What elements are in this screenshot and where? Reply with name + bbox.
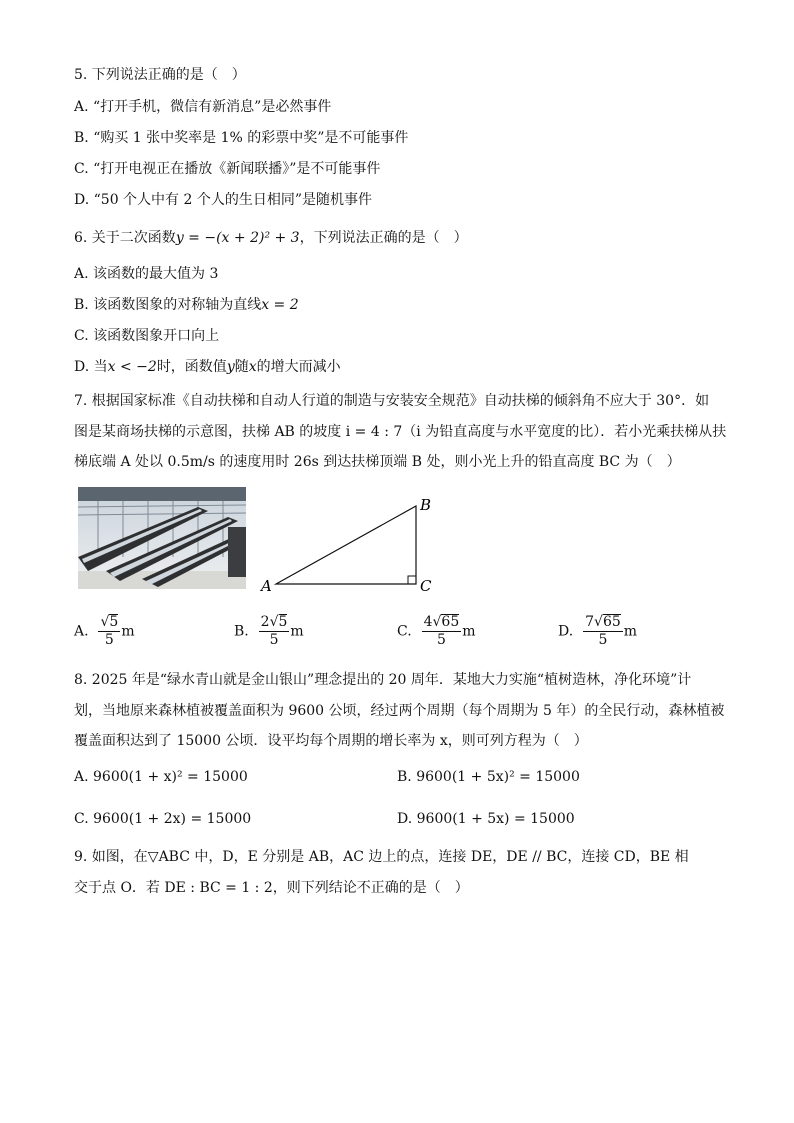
q6-b-prefix: B. 该函数图象的对称轴为直线 xyxy=(74,297,262,313)
escalator-photo xyxy=(78,487,246,589)
escalator-photo-image xyxy=(78,487,246,589)
triangle-abc xyxy=(276,506,416,584)
q8-line3: 覆盖面积达到了 15000 公顷．设平均每个周期的增长率为 x，则可列方程为（ ） xyxy=(74,733,588,749)
q5-option-d: D. “50 个人中有 2 个人的生日相同”是随机事件 xyxy=(74,192,373,208)
option-letter: C. xyxy=(397,623,412,640)
q6-d-mid: 时，函数值 xyxy=(156,359,227,375)
q5-option-a: A. “打开手机，微信有新消息”是必然事件 xyxy=(74,99,332,115)
triangle-diagram xyxy=(258,492,448,594)
option-letter: B. xyxy=(234,623,249,640)
q9-line1: 9. 如图，在▽ABC 中，D，E 分别是 AB，AC 边上的点，连接 DE，DE // BC，连接 CD，BE 相 xyxy=(74,849,689,865)
radicand: 65 xyxy=(602,614,621,630)
vertex-label-c: C xyxy=(420,577,432,594)
q7-line3: 梯底端 A 处以 0.5m/s 的速度用时 26s 到达扶梯顶端 B 处，则小光上升的铅直高度 BC 为（ ） xyxy=(74,454,681,470)
q7-line1: 7. 根据国家标准《自动扶梯和自动人行道的制造与安装安全规范》自动扶梯的倾斜角不应大于 30°．如 xyxy=(74,393,710,409)
vertex-label-b: B xyxy=(420,496,432,514)
fraction: $\frac{√5}{5}$ xyxy=(100,614,119,648)
denominator: 5 xyxy=(436,632,446,648)
q6-d-suffix: 的增大而减小 xyxy=(256,359,341,375)
q6-d-cond: x < −2 xyxy=(107,359,157,375)
coef: 4 xyxy=(423,614,433,630)
q8-option-a: A. 9600(1 + x)² = 15000 xyxy=(74,769,248,785)
q8-option-c: C. 9600(1 + 2x) = 15000 xyxy=(74,811,252,827)
q6-option-b xyxy=(74,295,299,315)
denominator: 5 xyxy=(598,632,608,648)
q7-option-d xyxy=(558,614,637,649)
q6-option-d xyxy=(74,357,341,377)
q6-d-y: y xyxy=(226,359,235,375)
q8-line1: 8. 2025 年是“绿水青山就是金山银山”理念提出的 20 周年．某地大力实施“植树造林，净化环境”计 xyxy=(74,672,692,688)
denominator: 5 xyxy=(104,632,114,648)
unit: m xyxy=(290,623,304,640)
q5-stem: 5. 下列说法正确的是（ ） xyxy=(74,67,246,83)
q6-d-x: x xyxy=(248,359,257,375)
q7-option-a xyxy=(74,614,135,649)
q7-option-c xyxy=(397,614,476,649)
option-letter: D. xyxy=(558,623,574,640)
denominator: 5 xyxy=(269,632,279,648)
q8-option-b: B. 9600(1 + 5x)² = 15000 xyxy=(397,769,580,785)
q9-line2: 交于点 O．若 DE : BC = 1 : 2，则下列结论不正确的是（ ） xyxy=(74,880,469,896)
fraction: $\frac{4√65}{5}$ xyxy=(423,614,460,648)
fraction: $\frac{7√65}{5}$ xyxy=(585,614,621,648)
q6-stem-suffix: ，下列说法正确的是（ ） xyxy=(299,230,468,246)
q8-line2: 划，当地原来森林植被覆盖面积为 9600 公顷，经过两个周期（每个周期为 5 年）的全民行动，森林植被 xyxy=(74,703,725,719)
radicand: 65 xyxy=(441,614,460,630)
q6-option-c: C. 该函数图象开口向上 xyxy=(74,328,220,344)
q6-b-formula: x = 2 xyxy=(261,297,299,313)
unit: m xyxy=(121,623,135,640)
unit: m xyxy=(623,623,638,640)
q6-option-a: A. 该函数的最大值为 3 xyxy=(74,266,219,282)
vertex-label-a: A xyxy=(261,577,272,594)
q6-formula: y = −(x + 2)² + 3 xyxy=(175,230,300,246)
q7-option-b xyxy=(234,614,304,649)
q5-option-c: C. “打开电视正在播放《新闻联播》”是不可能事件 xyxy=(74,161,381,177)
coef: 7 xyxy=(585,614,595,630)
q6-d-mid2: 随 xyxy=(234,359,249,375)
option-letter: A. xyxy=(74,623,89,640)
coef: 2 xyxy=(260,614,270,630)
q8-option-d: D. 9600(1 + 5x) = 15000 xyxy=(397,811,575,827)
unit: m xyxy=(462,623,476,640)
q6-stem-prefix: 6. 关于二次函数 xyxy=(74,230,176,246)
q6-d-prefix: D. 当 xyxy=(74,359,108,375)
q6-stem xyxy=(74,228,468,248)
radicand: 5 xyxy=(109,614,119,630)
q5-option-b: B. “购买 1 张中奖率是 1% 的彩票中奖”是不可能事件 xyxy=(74,130,409,146)
fraction: $\frac{2√5}{5}$ xyxy=(260,614,288,648)
q7-line2: 图是某商场扶梯的示意图，扶梯 AB 的坡度 i = 4 : 7（i 为铅直高度与水平宽度的比）．若小光乘扶梯从扶 xyxy=(74,424,727,440)
right-angle-mark xyxy=(408,576,416,584)
radicand: 5 xyxy=(278,614,288,630)
